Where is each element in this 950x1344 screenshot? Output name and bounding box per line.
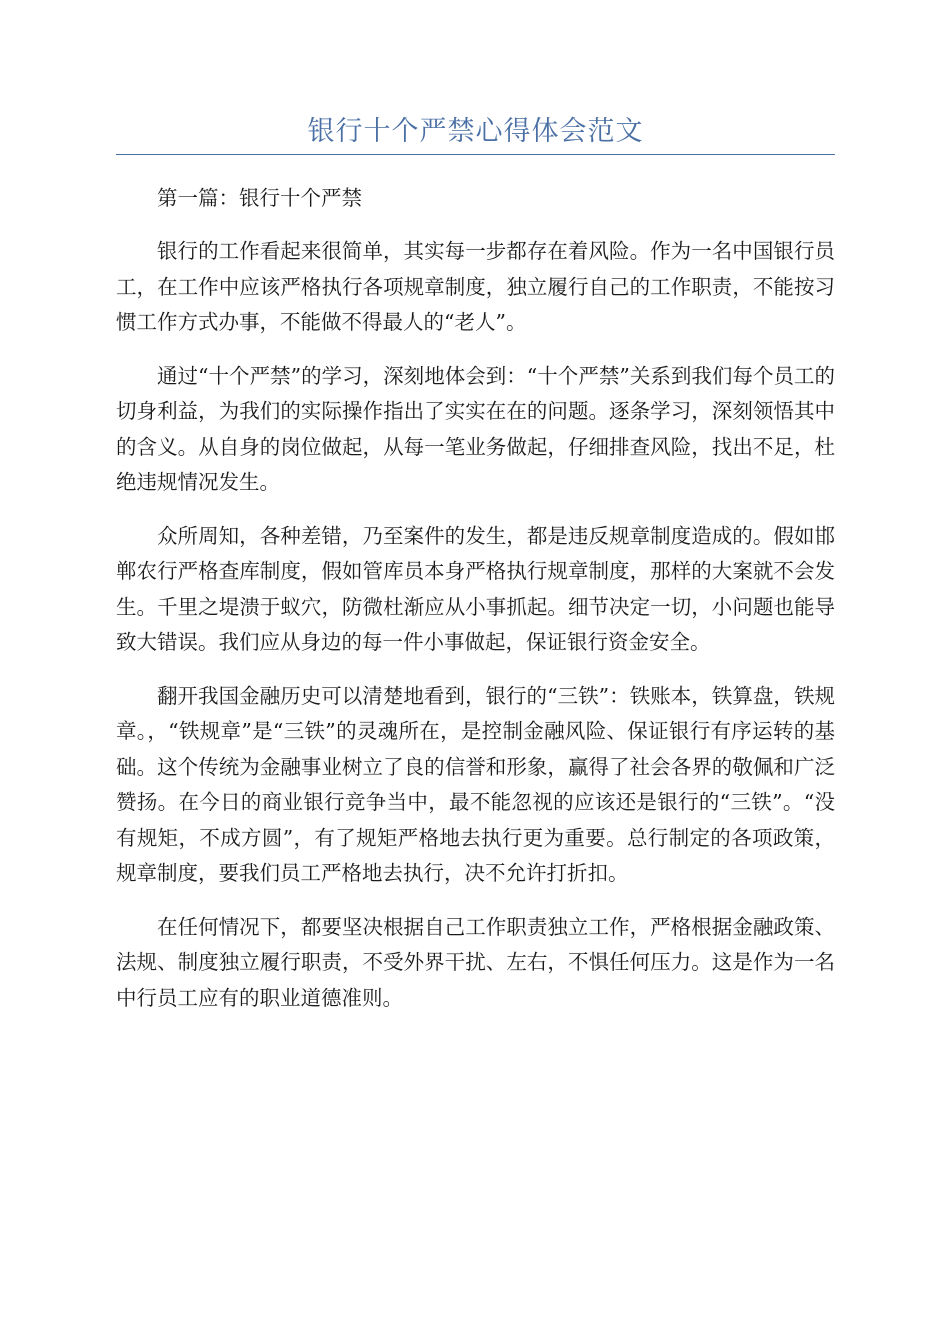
body-paragraph-2: 通过“十个严禁”的学习，深刻地体会到：“十个严禁”关系到我们每个员工的切身利益，为我们的实际操作指出了实实在在的问题。逐条学习，深刻领悟其中的含义。从自身的岗位做起，从每一笔业务做起，仔细排查风险，找出不足，杜绝违规情况发生。 (116, 363, 835, 494)
document-title: 银行十个严禁心得体会范文 (307, 116, 644, 147)
section-heading: 第一篇：银行十个严禁 (157, 186, 362, 210)
document-page (116, 110, 835, 1016)
title-underline-rule (116, 154, 835, 155)
body-paragraph-1: 银行的工作看起来很简单，其实每一步都存在着风险。作为一名中国银行员工，在工作中应该严格执行各项规章制度，独立履行自己的工作职责，不能按习惯工作方式办事，不能做不得最人的“老人”。 (116, 239, 835, 334)
body-paragraph-4: 翻开我国金融历史可以清楚地看到，银行的“三铁”：铁账本，铁算盘，铁规章。，“铁规章”是“三铁”的灵魂所在，是控制金融风险、保证银行有序运转的基础。这个传统为金融事业树立了良的信誉和形象，赢得了社会各界的敬佩和广泛赞扬。在今日的商业银行竞争当中，最不能忽视的应该还是银行的“三铁”。“没有规矩，不成方圆”，有了规矩严格地去执行更为重要。总行制定的各项政策，规章制度，要我们员工严格地去执行，决不允许打折扣。 (116, 683, 835, 885)
body-paragraph-3: 众所周知，各种差错，乃至案件的发生，都是违反规章制度造成的。假如邯郸农行严格查库制度，假如管库员本身严格执行规章制度，那样的大案就不会发生。千里之堤溃于蚁穴，防微杜渐应从小事抓起。细节决定一切，小问题也能导致大错误。我们应从身边的每一件小事做起，保证银行资金安全。 (116, 523, 835, 654)
body-paragraph-5: 在任何情况下，都要坚决根据自己工作职责独立工作，严格根据金融政策、法规、制度独立履行职责，不受外界干扰、左右，不惧任何压力。这是作为一名中行员工应有的职业道德准则。 (116, 914, 835, 1010)
